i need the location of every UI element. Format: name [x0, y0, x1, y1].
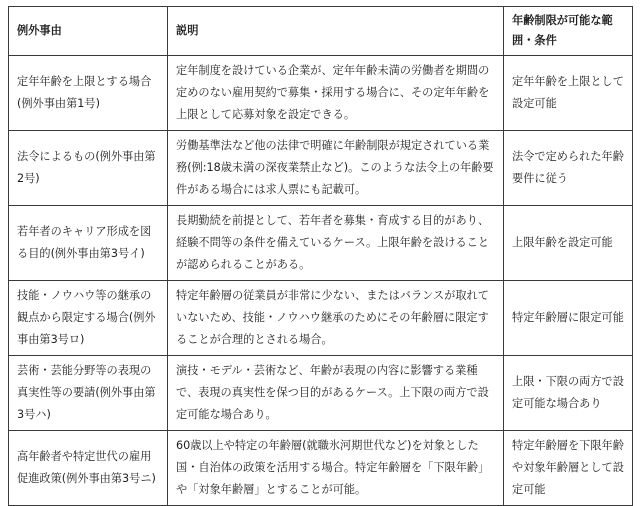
table-row [9, 56, 633, 131]
cell-condition: 定年年齢を上限として設定可能 [504, 56, 633, 131]
table-row [9, 431, 633, 506]
cell-condition: 上限・下限の両方で設定可能な場合あり [504, 356, 633, 431]
cell-condition: 上限年齢を設定可能 [504, 206, 633, 281]
age-restriction-exception-table [8, 6, 633, 506]
cell-reason: 法令によるもの(例外事由第2号) [9, 131, 168, 206]
cell-reason: 高年齢者や特定世代の雇用促進政策(例外事由第3号ニ) [9, 431, 168, 506]
cell-description: 特定年齢層の従業員が非常に少ない、またはバランスが取れていないため、技能・ノウハウ継承のためにその年齢層に限定することが合理的とされる場合。 [168, 281, 504, 356]
cell-condition: 特定年齢層を下限年齢や対象年齢層として設定可能 [504, 431, 633, 506]
cell-description: 労働基準法など他の法律で明確に年齢制限が規定されている業務(例:18歳未満の深夜業禁止など)。このような法令上の年齢要件がある場合には求人票にも記載可。 [168, 131, 504, 206]
table-header-row [9, 7, 633, 56]
cell-description: 定年制度を設けている企業が、定年年齢未満の労働者を期間の定めのない雇用契約で募集・採用する場合に、その定年年齢を上限として応募対象を設定できる。 [168, 56, 504, 131]
exception-table-container [8, 6, 632, 506]
cell-description: 長期勤続を前提として、若年者を募集・育成する目的があり、経験不問等の条件を備えているケース。上限年齢を設けることが認められることがある。 [168, 206, 504, 281]
cell-description: 演技・モデル・芸術など、年齢が表現の内容に影響する業種で、表現の真実性を保つ目的があるケース。上下限の両方で設定可能な場合あり。 [168, 356, 504, 431]
cell-condition: 法令で定められた年齢要件に従う [504, 131, 633, 206]
cell-reason: 定年年齢を上限とする場合(例外事由第1号) [9, 56, 168, 131]
cell-description: 60歳以上や特定の年齢層(就職氷河期世代など)を対象とした国・自治体の政策を活用する場合。特定年齢層を「下限年齢」や「対象年齢層」とすることが可能。 [168, 431, 504, 506]
cell-reason: 若年者のキャリア形成を図る目的(例外事由第3号イ) [9, 206, 168, 281]
cell-reason: 技能・ノウハウ等の継承の観点から限定する場合(例外事由第3号ロ) [9, 281, 168, 356]
header-description: 説明 [168, 7, 504, 56]
header-reason: 例外事由 [9, 7, 168, 56]
cell-condition: 特定年齢層に限定可能 [504, 281, 633, 356]
table-row [9, 131, 633, 206]
table-row [9, 356, 633, 431]
cell-reason: 芸術・芸能分野等の表現の真実性等の要請(例外事由第3号ハ) [9, 356, 168, 431]
table-row [9, 206, 633, 281]
header-condition: 年齢制限が可能な範囲・条件 [504, 7, 633, 56]
table-row [9, 281, 633, 356]
